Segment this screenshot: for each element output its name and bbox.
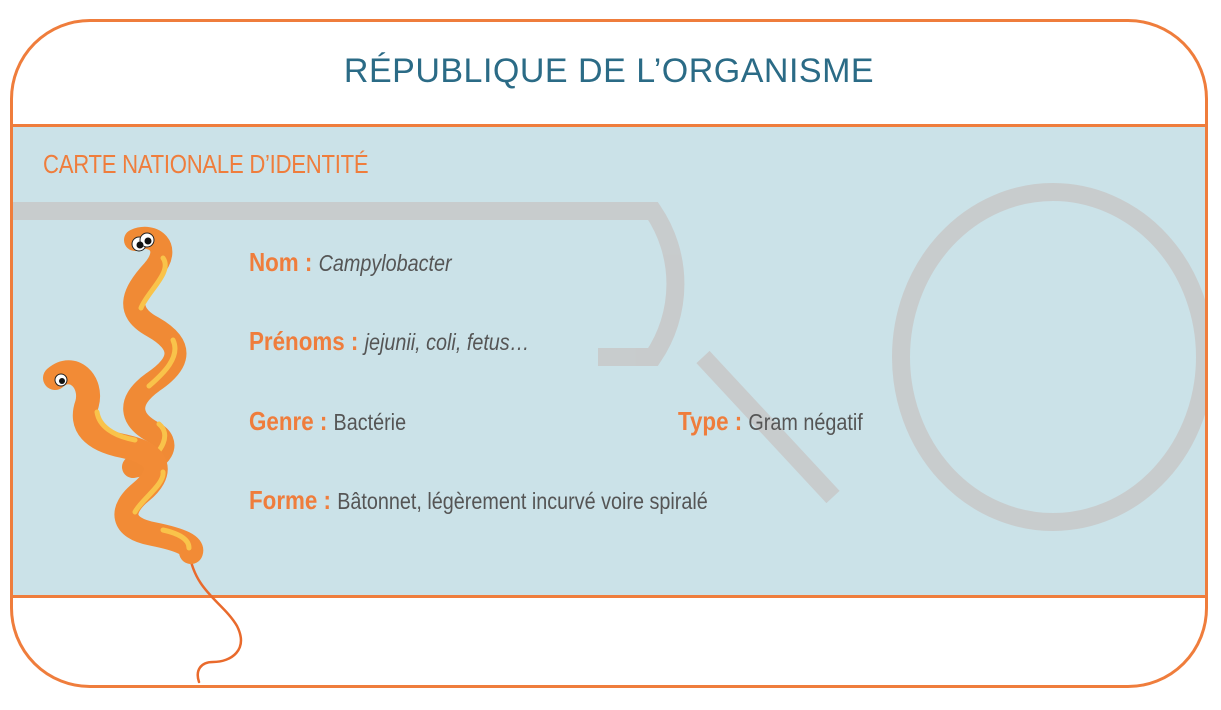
field-forme-label: Forme : bbox=[249, 485, 331, 515]
field-nom bbox=[249, 247, 452, 278]
field-nom-label: Nom : bbox=[249, 247, 313, 277]
field-prenoms-label: Prénoms : bbox=[249, 326, 359, 356]
field-type-label: Type : bbox=[678, 406, 743, 436]
field-prenoms-value: jejunii, coli, fetus… bbox=[364, 329, 530, 355]
identity-card bbox=[10, 19, 1208, 688]
field-type-value: Gram négatif bbox=[748, 409, 863, 435]
field-forme-value: Bâtonnet, légèrement incurvé voire spiralé bbox=[337, 488, 708, 514]
field-forme bbox=[249, 485, 708, 516]
field-type bbox=[678, 406, 863, 437]
field-nom-value: Campylobacter bbox=[318, 250, 452, 276]
card-subtitle: CARTE NATIONALE D’IDENTITÉ bbox=[43, 149, 369, 179]
campylobacter-bacteria-illustration bbox=[13, 22, 273, 688]
field-genre-value: Bactérie bbox=[333, 409, 407, 435]
page-title: RÉPUBLIQUE DE L’ORGANISME bbox=[343, 51, 875, 90]
field-genre-label: Genre : bbox=[249, 406, 328, 436]
field-prenoms bbox=[249, 326, 529, 357]
